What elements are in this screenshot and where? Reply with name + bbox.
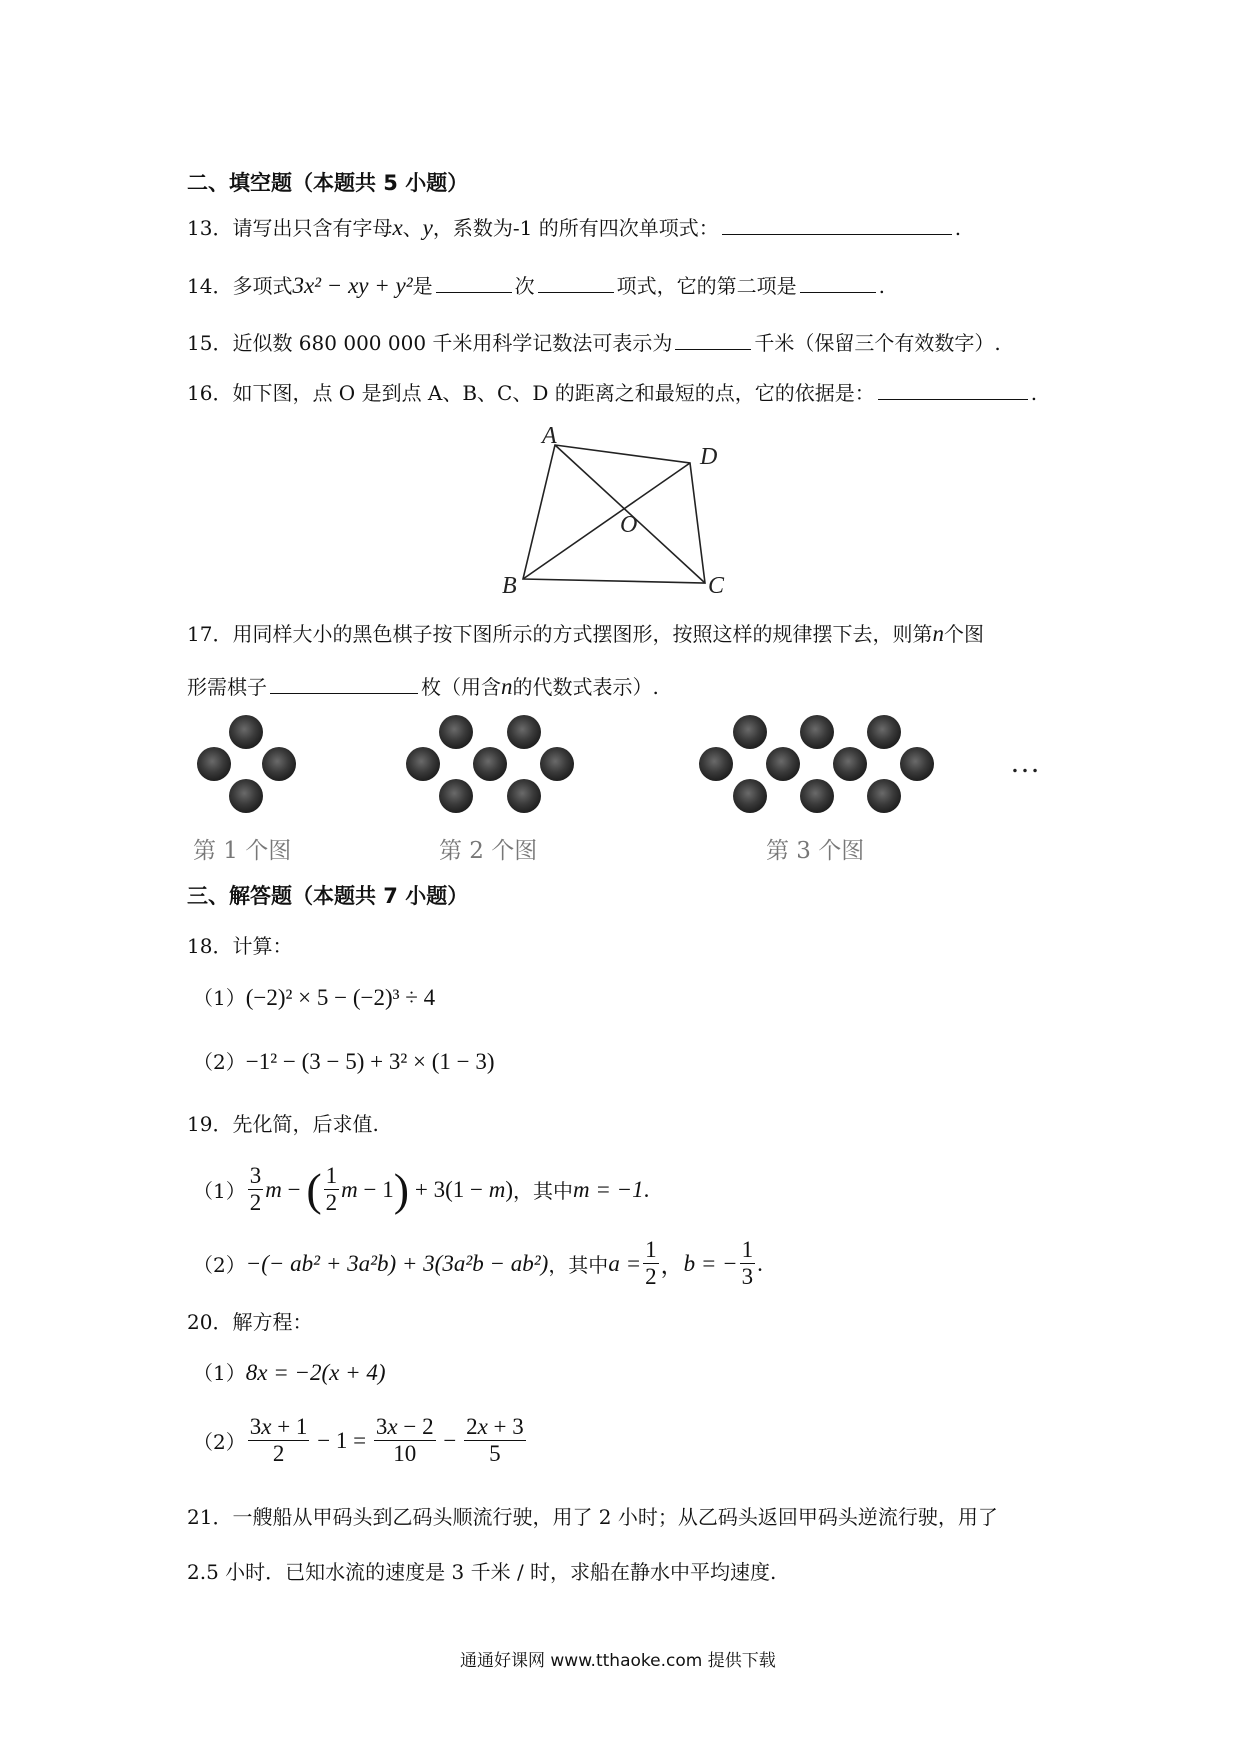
period: .: [1030, 381, 1038, 405]
chess-piece: [733, 779, 767, 813]
ellipsis: …: [1010, 746, 1040, 779]
math-expression: −(− ab² + 3a²b) + 3(3a²b − ab²): [245, 1250, 549, 1276]
caption-figure-1: 第 1 个图: [193, 838, 292, 864]
question-text: 项式，它的第二项是: [616, 274, 797, 298]
question-text: 次: [514, 274, 535, 298]
part-label: （2）: [193, 1050, 246, 1074]
chess-piece: [733, 715, 767, 749]
question-16: [187, 377, 1037, 406]
question-13: [187, 212, 961, 241]
fraction: $\frac{3x - 2}{10}$: [375, 1414, 434, 1466]
question-text: 形需棋子: [187, 675, 267, 699]
figure-1-pieces: [197, 715, 296, 813]
chess-piece: [507, 715, 541, 749]
var-n: n: [932, 621, 944, 646]
question-number: 15．: [187, 331, 233, 355]
part-label: （1）: [193, 986, 246, 1010]
question-21-line1: [187, 1501, 998, 1530]
condition-a: a =: [608, 1250, 642, 1276]
question-21-line2: 2.5 小时．已知水流的速度是 3 千米 / 时，求船在静水中平均速度.: [187, 1560, 777, 1584]
part-label: （2）: [193, 1430, 246, 1454]
chess-piece: [473, 747, 507, 781]
section-heading-fill: 二、填空题（本题共 5 小题）: [187, 171, 469, 195]
question-number: 13．: [187, 216, 233, 240]
caption-figure-3: 第 3 个图: [766, 838, 865, 864]
fraction: $\frac{3x + 1}{2}$: [249, 1414, 308, 1466]
question-number: 18．: [187, 934, 233, 958]
question-text: 解方程：: [232, 1310, 313, 1334]
figure-3-pieces: [699, 715, 934, 813]
period: .: [954, 216, 962, 240]
var-y: y: [422, 215, 433, 240]
chess-piece: [229, 779, 263, 813]
question-text: 个图: [943, 622, 984, 646]
chess-piece: [800, 715, 834, 749]
chess-piece: [406, 747, 440, 781]
question-text: 近似数 680 000 000 千米用科学记数法可表示为: [232, 331, 673, 355]
chess-piece: [439, 779, 473, 813]
question-14: [187, 270, 885, 299]
section-heading-answer: 三、解答题（本题共 7 小题）: [187, 884, 469, 908]
part-label: （1）: [193, 1361, 246, 1385]
question-number: 20．: [187, 1310, 233, 1334]
caption-figure-2: 第 2 个图: [439, 838, 538, 864]
fraction: $\frac{3}{2}$: [249, 1163, 262, 1215]
chess-piece: [540, 747, 574, 781]
question-20: [187, 1306, 312, 1335]
math-expression: −1² − (3 − 5) + 3² × (1 − 3): [245, 1049, 495, 1074]
fraction: $\frac{2x + 3}{5}$: [466, 1414, 524, 1466]
period: .: [878, 274, 885, 298]
chess-piece: [507, 779, 541, 813]
chess-pieces-pattern: [180, 700, 1080, 820]
label-o: O: [620, 512, 638, 538]
question-number: 19．: [187, 1112, 233, 1136]
question-text: 枚（用含: [421, 675, 501, 699]
condition-text: ，其中: [513, 1179, 574, 1203]
question-18: [187, 930, 292, 959]
condition-b: b = −: [683, 1250, 738, 1276]
question-number: 21．: [187, 1505, 233, 1529]
label-a: A: [542, 423, 557, 449]
chess-piece: [197, 747, 231, 781]
question-text: 先化简，后求值.: [232, 1112, 379, 1136]
math-expression: 8x = −2(x + 4): [245, 1360, 386, 1385]
answer-blank-terms[interactable]: [538, 274, 614, 293]
chess-piece: [867, 715, 901, 749]
question-19-part-2: （2） −(− ab² + 3a²b) + 3(3a²b − ab²) ，其中 a = $\frac{1}{2}$ ， b = − $\frac{1}{3}$ .: [193, 1237, 763, 1289]
question-text: 如下图，点 O 是到点 A、B、C、D 的距离之和最短的点，它的依据是：: [232, 381, 875, 405]
question-text: ，系数为-1 的所有四次单项式：: [432, 216, 719, 240]
math-expression: (−2)² × 5 − (−2)³ ÷ 4: [245, 985, 436, 1010]
question-text: 千米（保留三个有效数字）.: [754, 331, 1001, 355]
chess-piece: [439, 715, 473, 749]
condition-value: m = −1: [573, 1176, 644, 1202]
label-d: D: [700, 444, 718, 470]
chess-piece: [867, 779, 901, 813]
chess-piece: [766, 747, 800, 781]
label-b: B: [502, 573, 517, 593]
question-number: 17．: [187, 622, 233, 646]
answer-blank[interactable]: [270, 675, 418, 694]
question-20-part-2: [193, 1414, 528, 1467]
fraction: $\frac{1}{3}$: [741, 1237, 754, 1289]
chess-piece: [800, 779, 834, 813]
chess-piece: [900, 747, 934, 781]
question-text: 一艘船从甲码头到乙码头顺流行驶，用了 2 小时；从乙码头返回甲码头逆流行驶，用了: [232, 1505, 998, 1529]
question-text: 用同样大小的黑色棋子按下图所示的方式摆图形，按照这样的规律摆下去，则第: [232, 622, 933, 646]
question-18-part-1: [193, 982, 435, 1011]
part-label: （2）: [193, 1253, 246, 1277]
separator: 、: [402, 216, 423, 240]
question-text: 是: [412, 274, 433, 298]
question-text: 多项式: [232, 274, 293, 298]
answer-blank[interactable]: [878, 381, 1028, 400]
question-number: 14．: [187, 274, 233, 298]
answer-blank[interactable]: [675, 331, 751, 350]
question-number: 16．: [187, 381, 233, 405]
condition-text: ，其中: [548, 1253, 609, 1277]
math-expression: $\frac{3}{2}$ m − ( $\frac{1}{2}$ m − 1 ) + 3(1 − m ): [249, 1163, 514, 1215]
label-c: C: [708, 573, 725, 593]
question-19: [187, 1108, 379, 1137]
chess-piece: [262, 747, 296, 781]
math-equation: $\frac{3x + 1}{2}$ − 1 = $\frac{3x - 2}{10}$ − $\frac{2x + 3}{5}$: [249, 1414, 524, 1466]
question-17-line1: [187, 618, 984, 647]
question-text: 的代数式表示）.: [512, 675, 659, 699]
chess-piece: [699, 747, 733, 781]
question-text: 请写出只含有字母: [232, 216, 393, 240]
page-footer: 通通好课网 www.tthaoke.com 提供下载: [460, 1651, 776, 1671]
var-x: x: [392, 215, 403, 240]
question-text: 计算：: [232, 934, 293, 958]
question-17-line2: [187, 671, 659, 700]
chess-piece: [833, 747, 867, 781]
question-18-part-2: [193, 1046, 495, 1075]
var-n: n: [501, 674, 513, 699]
answer-blank-second-term[interactable]: [800, 274, 876, 293]
question-19-part-1: （1） $\frac{3}{2}$ m − ( $\frac{1}{2}$ m − 1 ) + 3(1 − m ) ，其中 m = −1 .: [193, 1163, 650, 1215]
answer-blank[interactable]: [722, 216, 952, 235]
fraction: $\frac{1}{2}$: [325, 1163, 338, 1215]
fraction: $\frac{1}{2}$: [645, 1237, 657, 1289]
chess-piece: [229, 715, 263, 749]
figure-2-pieces: [406, 715, 574, 813]
question-15: [187, 327, 1001, 356]
polynomial-expression: 3x² − xy + y²: [292, 273, 413, 298]
quadrilateral-figure: [490, 415, 750, 593]
part-label: （1）: [193, 1179, 246, 1203]
quadrilateral-outline: [523, 445, 705, 583]
question-20-part-1: [193, 1357, 386, 1386]
diagonal-bd: [523, 463, 690, 579]
answer-blank-degree[interactable]: [436, 274, 512, 293]
